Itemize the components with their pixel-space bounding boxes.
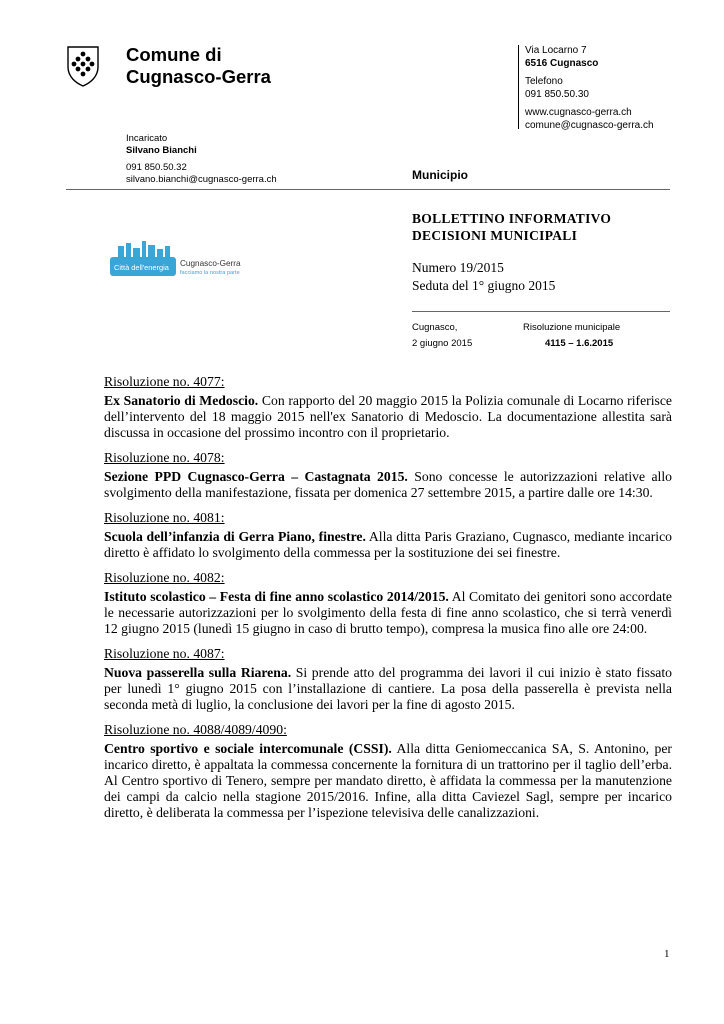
municipality-title: [126, 44, 271, 88]
resolution-label: Risoluzione no. 4088/4089/4090:: [104, 722, 287, 737]
resolution-label: Risoluzione no. 4082:: [104, 570, 225, 585]
phone-label: Telefono: [525, 76, 563, 87]
energy-city-logo: [110, 240, 250, 280]
title-line-2: Cugnasco-Gerra: [126, 66, 271, 87]
resolution-body: [104, 469, 672, 501]
resolution-text: Alla ditta Geniomeccanica SA, S. Antonino, per incarico diretto, è appaltata la commessa concernente la fornitura di un trattorino per il taglio dell’erba. Al Centro sportivo di Tenero, sempre per mandato diretto, è affidata la commessa per la manutenzione dei campi da calcio nella stagione 2015/2016. Infine, alla ditta Caviezel Sagl, sempre per incarico diretto, è deliberata la commessa per l’ispezione televisiva delle canalizzazioni.: [104, 741, 672, 820]
resolution-heading: Nuova passerella sulla Riarena.: [104, 665, 292, 680]
page-number: 1: [664, 948, 670, 960]
bulletin-title-line-1: BOLLETTINO INFORMATIVO: [412, 211, 612, 226]
address-block: [518, 45, 695, 129]
session-date: Seduta del 1° giugno 2015: [412, 278, 556, 293]
resolution-ref-label: Risoluzione municipale: [523, 322, 621, 333]
resolution-label: Risoluzione no. 4078:: [104, 450, 225, 465]
bulletin-number: Numero 19/2015: [412, 260, 504, 275]
phone-number: 091 850.50.30: [525, 88, 589, 100]
resolution-body: [104, 741, 672, 821]
bulletin-title: [412, 210, 611, 244]
resolution-item: [104, 722, 672, 821]
municipal-crest-icon: [66, 45, 100, 87]
resolution-body: [104, 665, 672, 713]
date: 2 giugno 2015: [412, 338, 473, 349]
header-divider: [66, 189, 670, 190]
email-link[interactable]: comune@cugnasco-gerra.ch: [525, 119, 654, 131]
energy-logo-tagline: facciamo la nostra parte: [180, 270, 240, 276]
title-line-1: Comune di: [126, 44, 222, 65]
resolution-body: [104, 529, 672, 561]
contact-block: [126, 133, 277, 186]
resolution-label: Risoluzione no. 4087:: [104, 646, 225, 661]
resolution-text: Alla ditta Paris Graziano, Cugnasco, mediante incarico diretto è affidato lo svolgimento della commessa per la sostituzione dei sei finestre.: [104, 529, 672, 560]
resolution-body: [104, 393, 672, 441]
resolution-body: [104, 589, 672, 637]
contact-email[interactable]: silvano.bianchi@cugnasco-gerra.ch: [126, 174, 277, 185]
place: Cugnasco,: [412, 322, 458, 333]
resolution-ref-block: [523, 320, 620, 352]
bulletin-title-line-2: DECISIONI MUNICIPALI: [412, 228, 578, 243]
resolutions-list: [104, 374, 672, 830]
resolution-text: Sono concesse le autorizzazioni relative allo svolgimento della manifestazione, fissata per domenica 27 settembre 2015, a partire dalle ore 14:30.: [104, 469, 673, 500]
resolution-item: [104, 646, 672, 713]
place-date-block: [412, 320, 472, 352]
address-city: 6516 Cugnasco: [525, 57, 599, 69]
resolution-text: Al Comitato dei genitori sono accordate le necessarie autorizzazioni per lo svolgimento della festa di fine anno scolastico, che si terrà venerdì 12 giugno 2015 (lunedì 15 giugno in caso di brutto tempo), compresa la musica fino alle ore 24:00.: [104, 589, 672, 636]
resolution-heading: Sezione PPD Cugnasco-Gerra – Castagnata 2015.: [104, 469, 408, 484]
bulletin-number-block: [412, 259, 555, 295]
resolution-item: [104, 510, 672, 561]
resolution-heading: Istituto scolastico – Festa di fine anno scolastico 2014/2015.: [104, 589, 449, 604]
resolution-heading: Scuola dell’infanzia di Gerra Piano, finestre.: [104, 529, 366, 544]
contact-name: Silvano Bianchi: [126, 145, 197, 156]
resolution-label: Risoluzione no. 4077:: [104, 374, 225, 389]
resolution-heading: Centro sportivo e sociale intercomunale (CSSI).: [104, 741, 392, 756]
department-label: Municipio: [412, 168, 468, 182]
resolution-item: [104, 570, 672, 637]
resolution-item: [104, 450, 672, 501]
resolution-ref-code: 4115 – 1.6.2015: [545, 338, 614, 349]
resolution-heading: Ex Sanatorio di Medoscio.: [104, 393, 259, 408]
resolution-text: Si prende atto del programma dei lavori il cui inizio è stato fissato per lunedì 1° giugno 2015 con l’installazione di cantiere. La posa della passerella è prevista nella seconda metà di luglio, la conclusione dei lavori per la fine di agosto 2015.: [104, 665, 673, 712]
energy-logo-label: Città dell'energia: [114, 263, 169, 272]
resolution-text: Con rapporto del 20 maggio 2015 la Polizia comunale di Locarno riferisce dell’intervento del 18 maggio 2015 nell'ex Sanatorio di Medoscio. La documentazione allestita sarà discussa in occasione del prossimo incontro con il proprietario.: [104, 393, 672, 440]
resolution-item: [104, 374, 672, 441]
contact-phone: 091 850.50.32: [126, 162, 187, 173]
resolution-label: Risoluzione no. 4081:: [104, 510, 225, 525]
contact-role: Incaricato: [126, 133, 168, 144]
website-link[interactable]: www.cugnasco-gerra.ch: [525, 107, 632, 118]
address-street: Via Locarno 7: [525, 45, 587, 56]
bulletin-divider: [412, 311, 670, 312]
energy-logo-place: Cugnasco-Gerra: [180, 259, 241, 268]
